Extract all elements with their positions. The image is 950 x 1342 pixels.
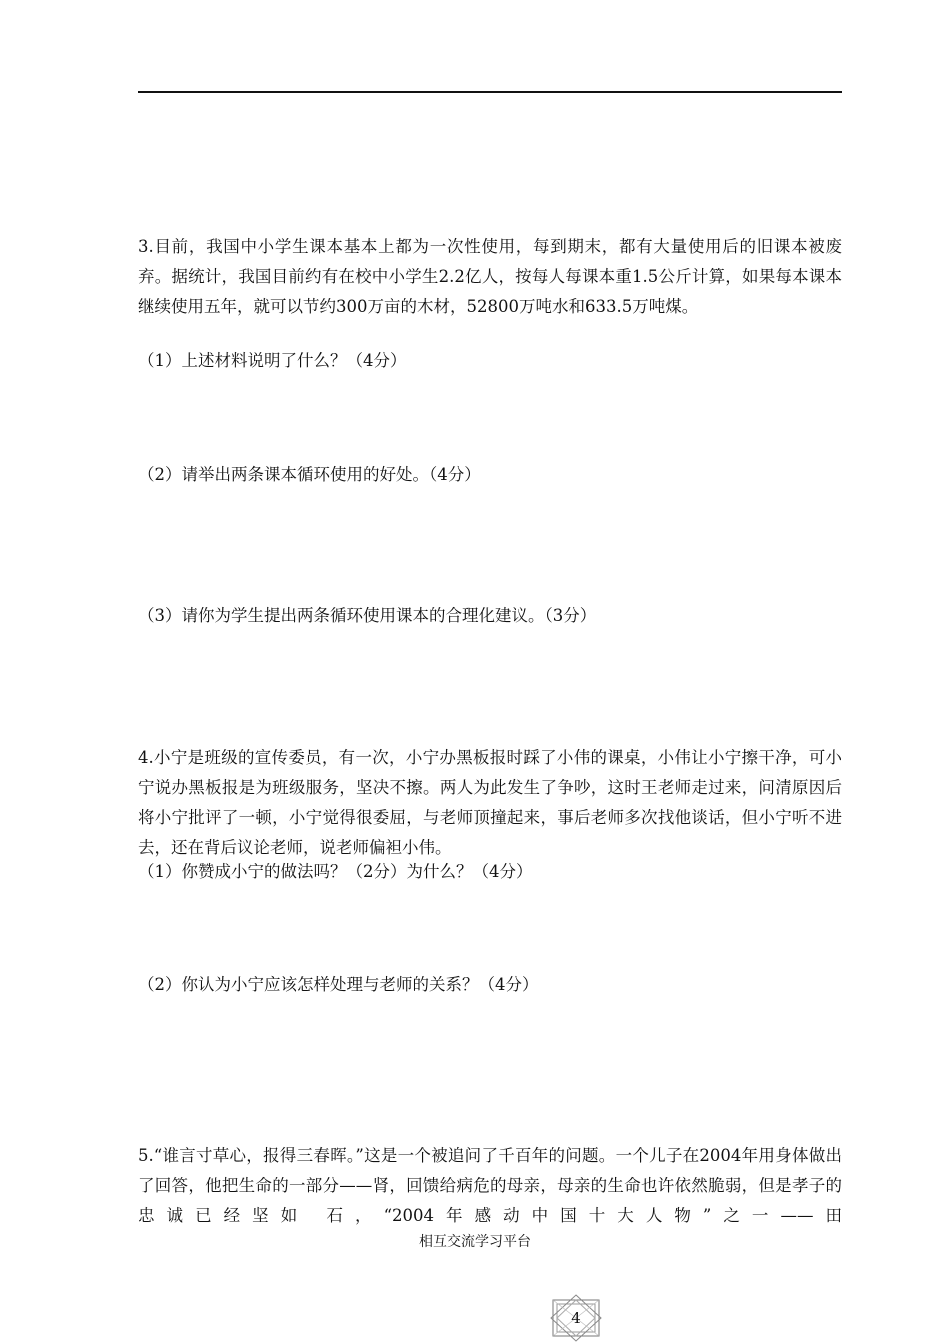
page-number-badge bbox=[545, 1294, 607, 1342]
question-3-sub-1: （1）上述材料说明了什么？（4分） bbox=[138, 351, 407, 370]
question-3-sub-3: （3）请你为学生提出两条循环使用课本的合理化建议。（3分） bbox=[138, 606, 597, 625]
question-4-sub-1: （1）你赞成小宁的做法吗？（2分）为什么？（4分） bbox=[138, 862, 533, 881]
question-4-stem: 4.小宁是班级的宣传委员，有一次，小宁办黑板报时踩了小伟的课桌，小伟让小宁擦干净，可小宁说办黑板报是为班级服务，坚决不擦。两人为此发生了争吵，这时王老师走过来，问清原因后将小宁批评了一顿，小宁觉得很委屈，与老师顶撞起来，事后老师多次找他谈话，但小宁听不进去，还在背后议论老师，说老师偏袒小伟。 bbox=[138, 748, 842, 857]
footer-text: 相互交流学习平台 bbox=[419, 1234, 531, 1250]
question-4-sub-2: （2）你认为小宁应该怎样处理与老师的关系？（4分） bbox=[138, 975, 539, 994]
page-number: 4 bbox=[571, 1309, 581, 1327]
header-rule bbox=[138, 91, 842, 93]
question-3-stem: 3.目前，我国中小学生课本基本上都为一次性使用，每到期末，都有大量使用后的旧课本被废弃。据统计，我国目前约有在校中小学生2.2亿人，按每人每课本重1.5公斤计算，如果每本课本继续使用五年，就可以节约300万亩的木材，52800万吨水和633.5万吨煤。 bbox=[138, 237, 842, 316]
question-5-stem: 5.“谁言寸草心，报得三春晖。”这是一个被追问了千百年的问题。一个儿子在2004年用身体做出了回答，他把生命的一部分——肾，回馈给病危的母亲，母亲的生命也许依然脆弱，但是孝子的忠诚已经坚如 石，“2004年感动中国十大人物”之一——田 bbox=[138, 1146, 842, 1225]
question-3-sub-2: （2）请举出两条课本循环使用的好处。（4分） bbox=[138, 465, 481, 484]
